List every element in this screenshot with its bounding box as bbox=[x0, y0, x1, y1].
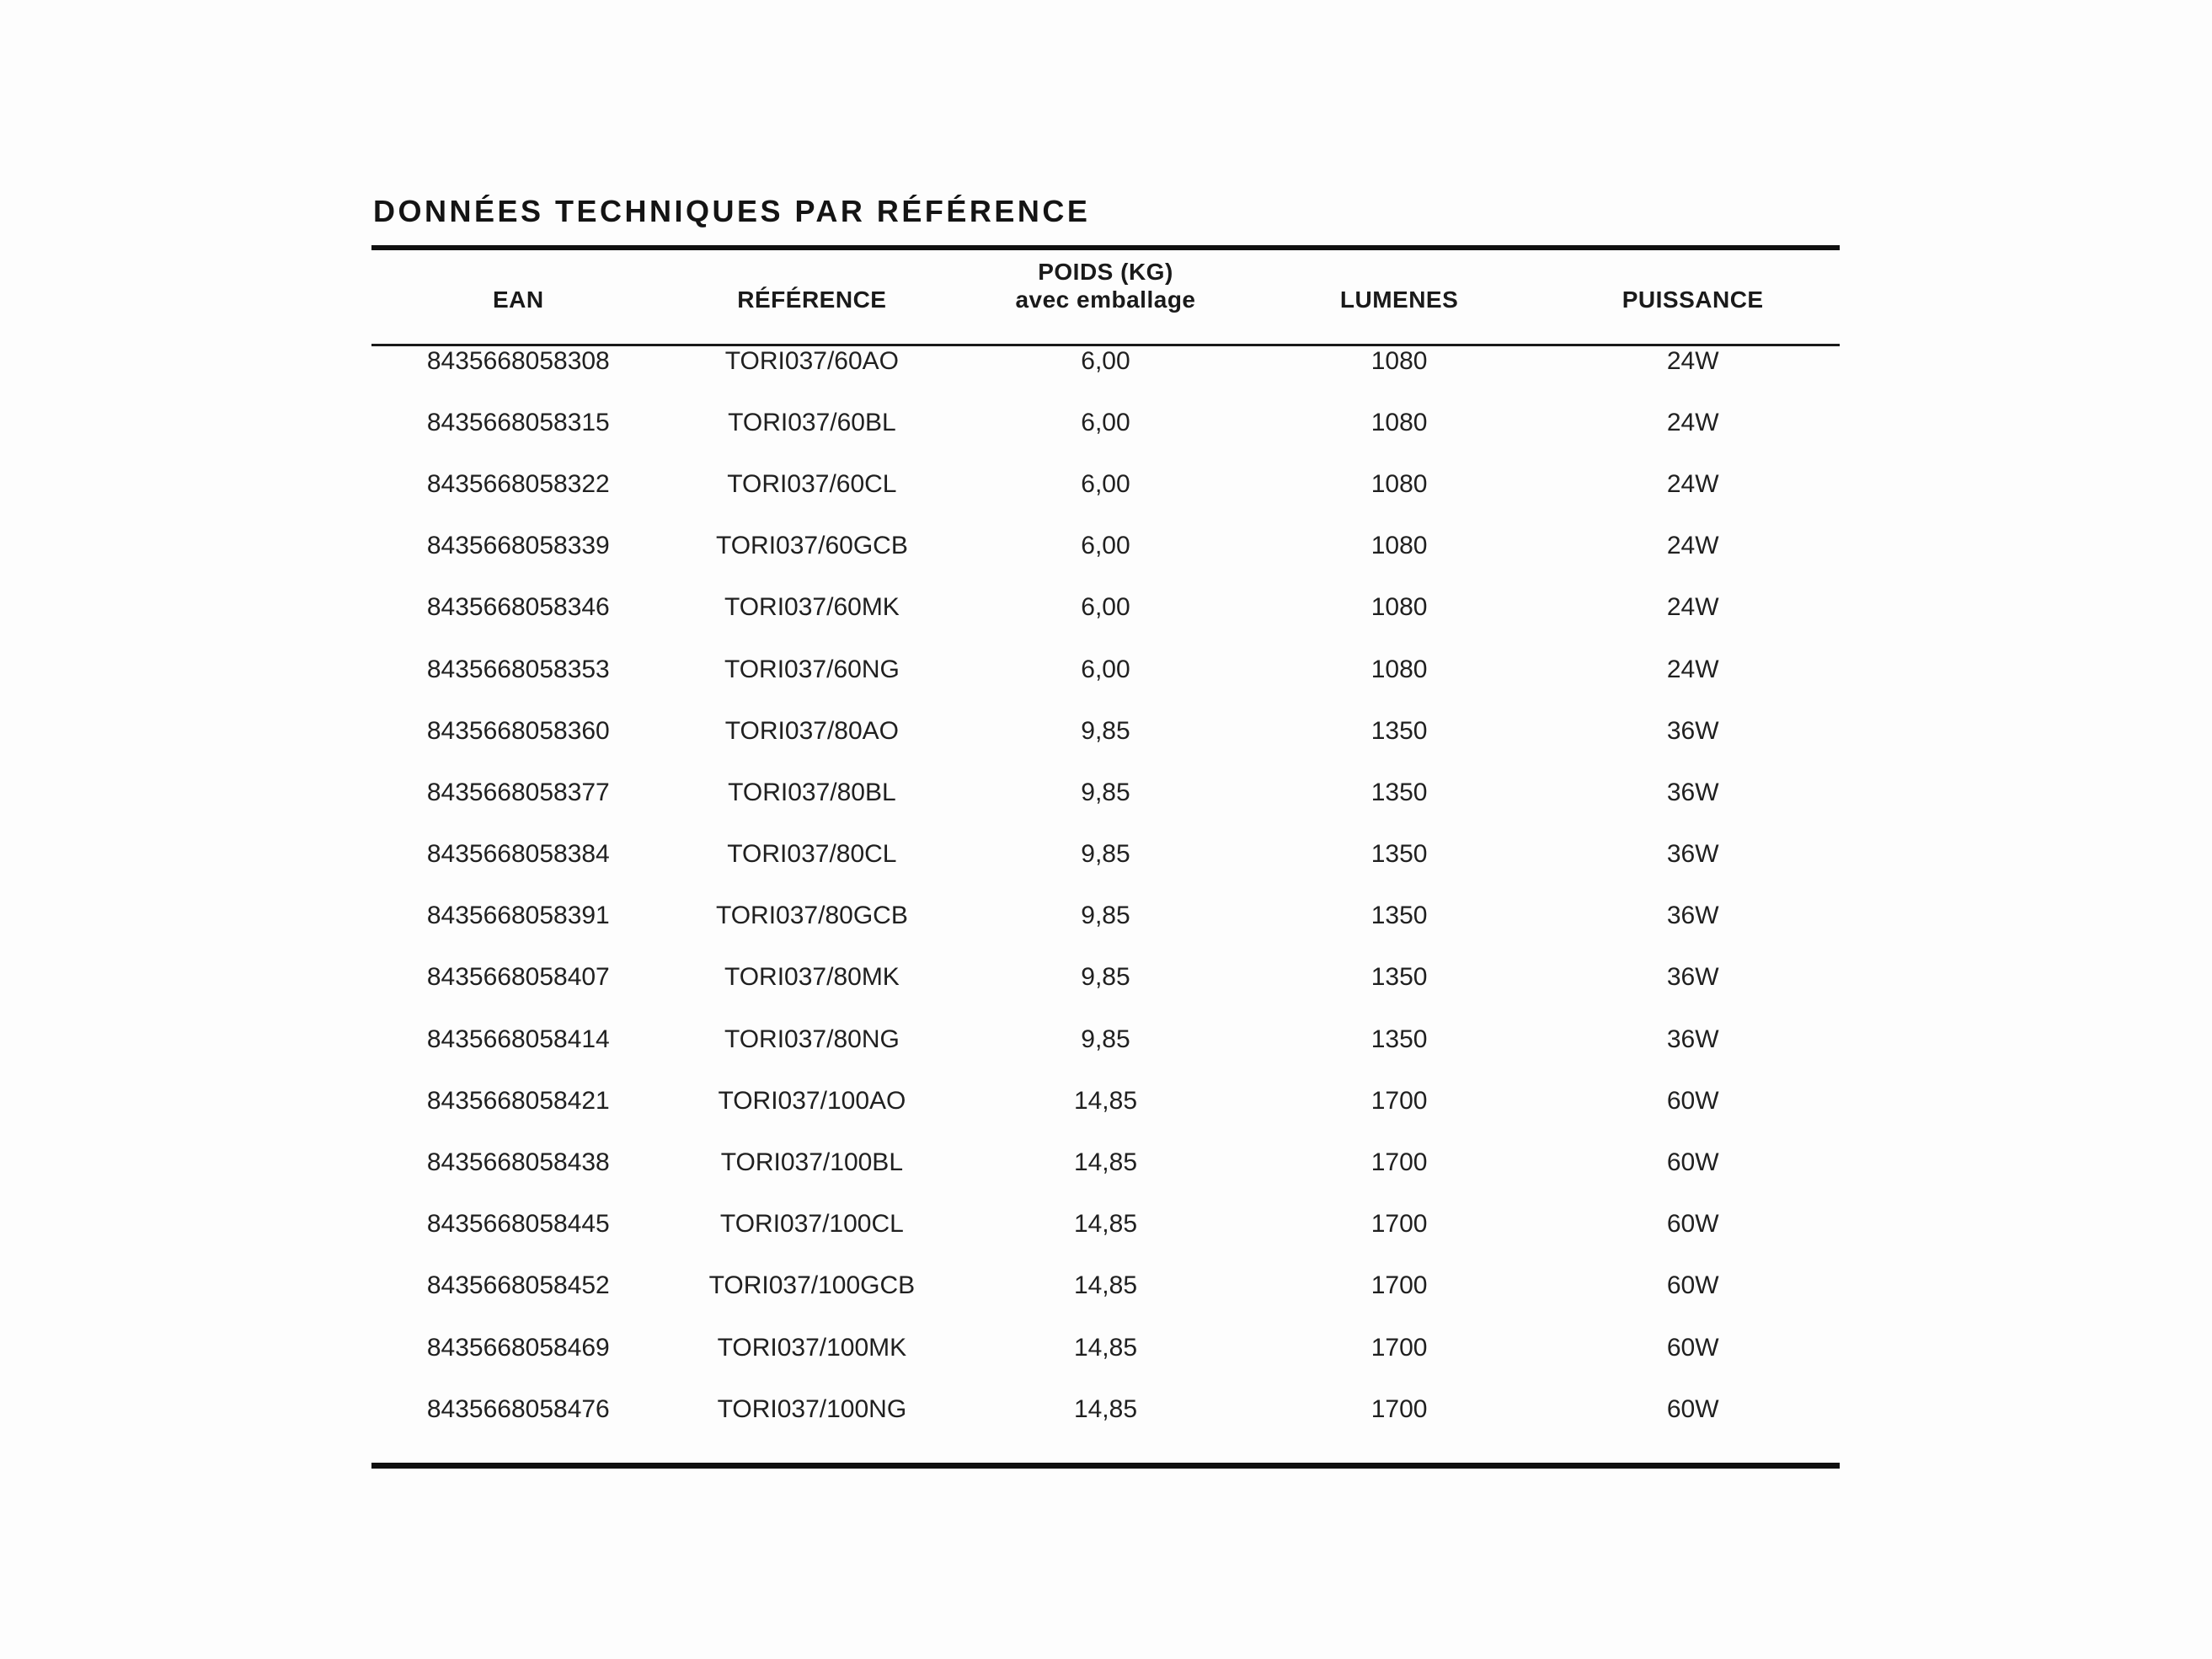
cell-poids: 9,85 bbox=[1081, 963, 1130, 992]
cell-reference: TORI037/80AO bbox=[724, 716, 899, 745]
cell-puissance: 60W bbox=[1666, 1333, 1719, 1362]
cell-ean: 8435668058353 bbox=[426, 655, 610, 683]
table-row bbox=[371, 700, 1840, 762]
cell-puissance: 36W bbox=[1666, 778, 1719, 806]
cell-reference: TORI037/80NG bbox=[724, 1025, 900, 1053]
cell-poids: 6,00 bbox=[1081, 346, 1130, 375]
table-row bbox=[371, 392, 1840, 453]
cell-lumenes: 1700 bbox=[1370, 1271, 1428, 1300]
table-body bbox=[371, 330, 1840, 1440]
cell-lumenes: 1350 bbox=[1370, 840, 1428, 869]
cell-poids: 9,85 bbox=[1081, 902, 1130, 930]
column-header-label: LUMENES bbox=[1339, 286, 1459, 313]
cell-ean: 8435668058438 bbox=[426, 1148, 610, 1177]
cell-lumenes: 1080 bbox=[1370, 593, 1428, 622]
cell-ean: 8435668058339 bbox=[426, 532, 610, 560]
cell-lumenes: 1350 bbox=[1370, 716, 1428, 745]
cell-puissance: 36W bbox=[1666, 716, 1719, 745]
cell-poids: 14,85 bbox=[1073, 1271, 1138, 1300]
cell-poids: 6,00 bbox=[1081, 469, 1130, 498]
cell-reference: TORI037/80CL bbox=[727, 840, 897, 869]
cell-reference: TORI037/60AO bbox=[724, 346, 899, 375]
table-row bbox=[371, 1009, 1840, 1070]
cell-lumenes: 1350 bbox=[1370, 1025, 1428, 1053]
table-row bbox=[371, 577, 1840, 639]
table-row bbox=[371, 762, 1840, 823]
cell-poids: 14,85 bbox=[1073, 1394, 1138, 1423]
cell-lumenes: 1700 bbox=[1370, 1086, 1428, 1115]
cell-ean: 8435668058407 bbox=[426, 963, 610, 992]
cell-reference: TORI037/100AO bbox=[718, 1086, 906, 1115]
cell-lumenes: 1080 bbox=[1370, 469, 1428, 498]
cell-reference: TORI037/80GCB bbox=[715, 902, 908, 930]
bottom-rule bbox=[371, 1463, 1840, 1469]
table-row bbox=[371, 947, 1840, 1009]
cell-reference: TORI037/60MK bbox=[724, 593, 900, 622]
cell-ean: 8435668058346 bbox=[426, 593, 610, 622]
cell-puissance: 24W bbox=[1666, 532, 1719, 560]
cell-poids: 9,85 bbox=[1081, 778, 1130, 806]
cell-ean: 8435668058377 bbox=[426, 778, 610, 806]
cell-ean: 8435668058391 bbox=[426, 902, 610, 930]
cell-puissance: 24W bbox=[1666, 593, 1719, 622]
cell-poids: 14,85 bbox=[1073, 1086, 1138, 1115]
cell-poids: 9,85 bbox=[1081, 1025, 1130, 1053]
table-row bbox=[371, 824, 1840, 886]
cell-reference: TORI037/60BL bbox=[728, 408, 896, 436]
cell-poids: 9,85 bbox=[1081, 716, 1130, 745]
cell-lumenes: 1350 bbox=[1370, 778, 1428, 806]
column-header-label: PUISSANCE bbox=[1622, 286, 1764, 313]
cell-poids: 14,85 bbox=[1073, 1333, 1138, 1362]
cell-puissance: 60W bbox=[1666, 1271, 1719, 1300]
cell-reference: TORI037/80MK bbox=[724, 963, 900, 992]
table-row bbox=[371, 639, 1840, 700]
cell-reference: TORI037/100NG bbox=[717, 1394, 907, 1423]
page-title: DONNÉES TECHNIQUES PAR RÉFÉRENCE bbox=[373, 194, 1091, 228]
cell-puissance: 24W bbox=[1666, 469, 1719, 498]
cell-poids: 14,85 bbox=[1073, 1210, 1138, 1239]
cell-lumenes: 1700 bbox=[1370, 1148, 1428, 1177]
cell-reference: TORI037/60GCB bbox=[715, 532, 908, 560]
cell-ean: 8435668058322 bbox=[426, 469, 610, 498]
cell-ean: 8435668058414 bbox=[426, 1025, 610, 1053]
column-header-label: POIDS (KG) bbox=[1038, 259, 1173, 285]
table-row bbox=[371, 1378, 1840, 1440]
table-row bbox=[371, 1255, 1840, 1317]
cell-reference: TORI037/100MK bbox=[717, 1333, 907, 1362]
cell-puissance: 60W bbox=[1666, 1086, 1719, 1115]
table-row bbox=[371, 453, 1840, 515]
table-row bbox=[371, 1132, 1840, 1193]
cell-puissance: 24W bbox=[1666, 346, 1719, 375]
cell-puissance: 36W bbox=[1666, 902, 1719, 930]
cell-poids: 6,00 bbox=[1081, 408, 1130, 436]
cell-poids: 6,00 bbox=[1081, 532, 1130, 560]
cell-lumenes: 1700 bbox=[1370, 1394, 1428, 1423]
cell-puissance: 60W bbox=[1666, 1148, 1719, 1177]
cell-lumenes: 1080 bbox=[1370, 346, 1428, 375]
cell-ean: 8435668058476 bbox=[426, 1394, 610, 1423]
table-row bbox=[371, 1317, 1840, 1378]
cell-puissance: 60W bbox=[1666, 1210, 1719, 1239]
table-row bbox=[371, 330, 1840, 392]
cell-lumenes: 1350 bbox=[1370, 963, 1428, 992]
cell-puissance: 24W bbox=[1666, 655, 1719, 683]
cell-reference: TORI037/80BL bbox=[728, 778, 896, 806]
cell-puissance: 36W bbox=[1666, 1025, 1719, 1053]
cell-ean: 8435668058469 bbox=[426, 1333, 610, 1362]
cell-reference: TORI037/100GCB bbox=[708, 1271, 916, 1300]
cell-lumenes: 1700 bbox=[1370, 1333, 1428, 1362]
cell-puissance: 60W bbox=[1666, 1394, 1719, 1423]
table-row bbox=[371, 1070, 1840, 1132]
cell-reference: TORI037/60NG bbox=[724, 655, 900, 683]
cell-reference: TORI037/100CL bbox=[719, 1210, 904, 1239]
cell-lumenes: 1080 bbox=[1370, 655, 1428, 683]
cell-lumenes: 1080 bbox=[1370, 532, 1428, 560]
cell-poids: 6,00 bbox=[1081, 655, 1130, 683]
column-header-sublabel: avec emballage bbox=[1015, 286, 1196, 313]
cell-ean: 8435668058315 bbox=[426, 408, 610, 436]
cell-reference: TORI037/100BL bbox=[720, 1148, 904, 1177]
cell-lumenes: 1080 bbox=[1370, 408, 1428, 436]
cell-poids: 9,85 bbox=[1081, 840, 1130, 869]
cell-ean: 8435668058445 bbox=[426, 1210, 610, 1239]
cell-ean: 8435668058360 bbox=[426, 716, 610, 745]
cell-poids: 6,00 bbox=[1081, 593, 1130, 622]
cell-puissance: 36W bbox=[1666, 963, 1719, 992]
cell-ean: 8435668058452 bbox=[426, 1271, 610, 1300]
cell-poids: 14,85 bbox=[1073, 1148, 1138, 1177]
table-row bbox=[371, 1194, 1840, 1255]
table-row bbox=[371, 516, 1840, 577]
column-header-label: RÉFÉRENCE bbox=[737, 286, 887, 313]
column-header-label: EAN bbox=[492, 286, 544, 313]
cell-ean: 8435668058421 bbox=[426, 1086, 610, 1115]
cell-reference: TORI037/60CL bbox=[727, 469, 897, 498]
cell-lumenes: 1350 bbox=[1370, 902, 1428, 930]
table-row bbox=[371, 886, 1840, 947]
cell-ean: 8435668058384 bbox=[426, 840, 610, 869]
cell-puissance: 24W bbox=[1666, 408, 1719, 436]
cell-lumenes: 1700 bbox=[1370, 1210, 1428, 1239]
cell-ean: 8435668058308 bbox=[426, 346, 610, 375]
cell-puissance: 36W bbox=[1666, 840, 1719, 869]
